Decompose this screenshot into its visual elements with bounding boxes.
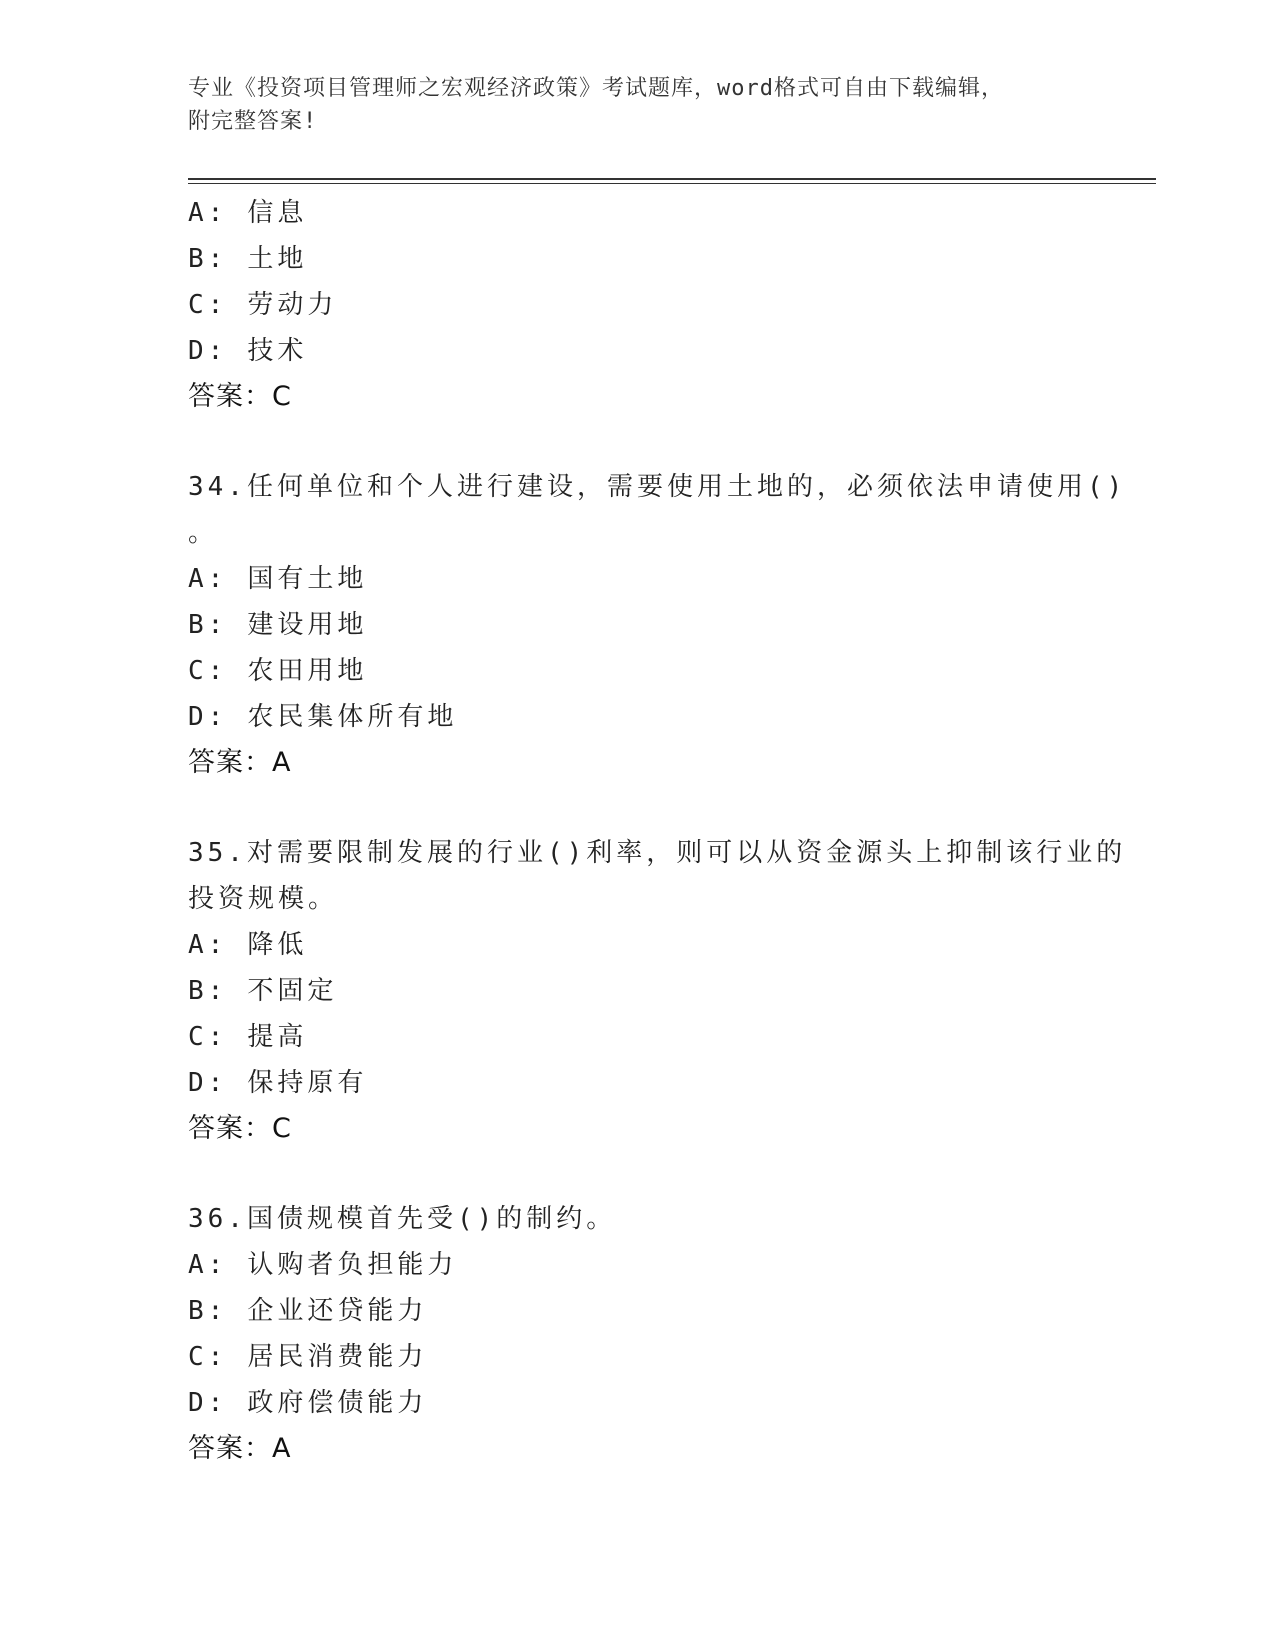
option-text: 保持原有 [247, 1068, 368, 1098]
option-text: 土地 [247, 244, 308, 274]
question-stem: 36.国债规模首先受()的制约。 [188, 1204, 617, 1234]
question-36 [188, 1196, 1088, 1472]
option-text: 国有土地 [247, 564, 368, 594]
option-c [188, 648, 1088, 694]
question-34 [188, 464, 1127, 786]
question-stem: 34.任何单位和个人进行建设，需要使用土地的，必须依法申请使用() [188, 472, 1127, 502]
option-key: B: [188, 610, 228, 640]
option-a [188, 556, 1088, 602]
option-key: D: [188, 702, 228, 732]
header-divider-thin [188, 183, 1156, 184]
option-text: 劳动力 [247, 290, 338, 320]
option-b [188, 1288, 1088, 1334]
option-key: B: [188, 1296, 228, 1326]
question-stem-continued: 。 [188, 518, 219, 548]
option-c [188, 282, 1088, 328]
answer-line: 答案：C [188, 1113, 292, 1144]
option-text: 不固定 [247, 976, 338, 1006]
option-text: 农田用地 [247, 656, 368, 686]
question-stem-continued: 投资规模。 [188, 884, 339, 914]
option-text: 信息 [247, 198, 308, 228]
option-b [188, 968, 1088, 1014]
option-text: 政府偿债能力 [247, 1388, 428, 1418]
option-text: 技术 [247, 336, 308, 366]
option-key: C: [188, 656, 228, 686]
option-key: A: [188, 564, 228, 594]
option-d [188, 1060, 1088, 1106]
option-key: C: [188, 1342, 228, 1372]
option-key: A: [188, 1250, 228, 1280]
option-c [188, 1334, 1088, 1380]
question-stem: 35.对需要限制发展的行业()利率，则可以从资金源头上抑制该行业的 [188, 838, 1127, 868]
option-a [188, 190, 1088, 236]
answer-line: 答案：A [188, 747, 292, 778]
option-text: 建设用地 [247, 610, 368, 640]
option-b [188, 236, 1088, 282]
question-35 [188, 830, 1127, 1152]
option-d [188, 328, 1088, 374]
option-key: D: [188, 1388, 228, 1418]
header-line-1: 专业《投资项目管理师之宏观经济政策》考试题库，word格式可自由下载编辑， [188, 76, 1004, 101]
option-key: A: [188, 930, 228, 960]
option-a [188, 1242, 1088, 1288]
option-b [188, 602, 1088, 648]
option-text: 农民集体所有地 [247, 702, 458, 732]
option-key: B: [188, 976, 228, 1006]
header-line-2: 附完整答案! [188, 109, 318, 134]
option-text: 降低 [247, 930, 308, 960]
option-key: D: [188, 1068, 228, 1098]
option-key: C: [188, 290, 228, 320]
option-key: B: [188, 244, 228, 274]
option-d [188, 1380, 1088, 1426]
option-a [188, 922, 1088, 968]
answer-line: 答案：C [188, 381, 292, 412]
option-text: 提高 [247, 1022, 308, 1052]
option-text: 企业还贷能力 [247, 1296, 428, 1326]
header-divider [188, 178, 1156, 180]
option-text: 居民消费能力 [247, 1342, 428, 1372]
option-key: D: [188, 336, 228, 366]
question-33 [188, 190, 1088, 420]
option-key: C: [188, 1022, 228, 1052]
option-d [188, 694, 1088, 740]
option-c [188, 1014, 1088, 1060]
option-text: 认购者负担能力 [247, 1250, 458, 1280]
question-list [188, 190, 1127, 1472]
answer-line: 答案：A [188, 1433, 292, 1464]
option-key: A: [188, 198, 228, 228]
page-header [188, 72, 1088, 138]
